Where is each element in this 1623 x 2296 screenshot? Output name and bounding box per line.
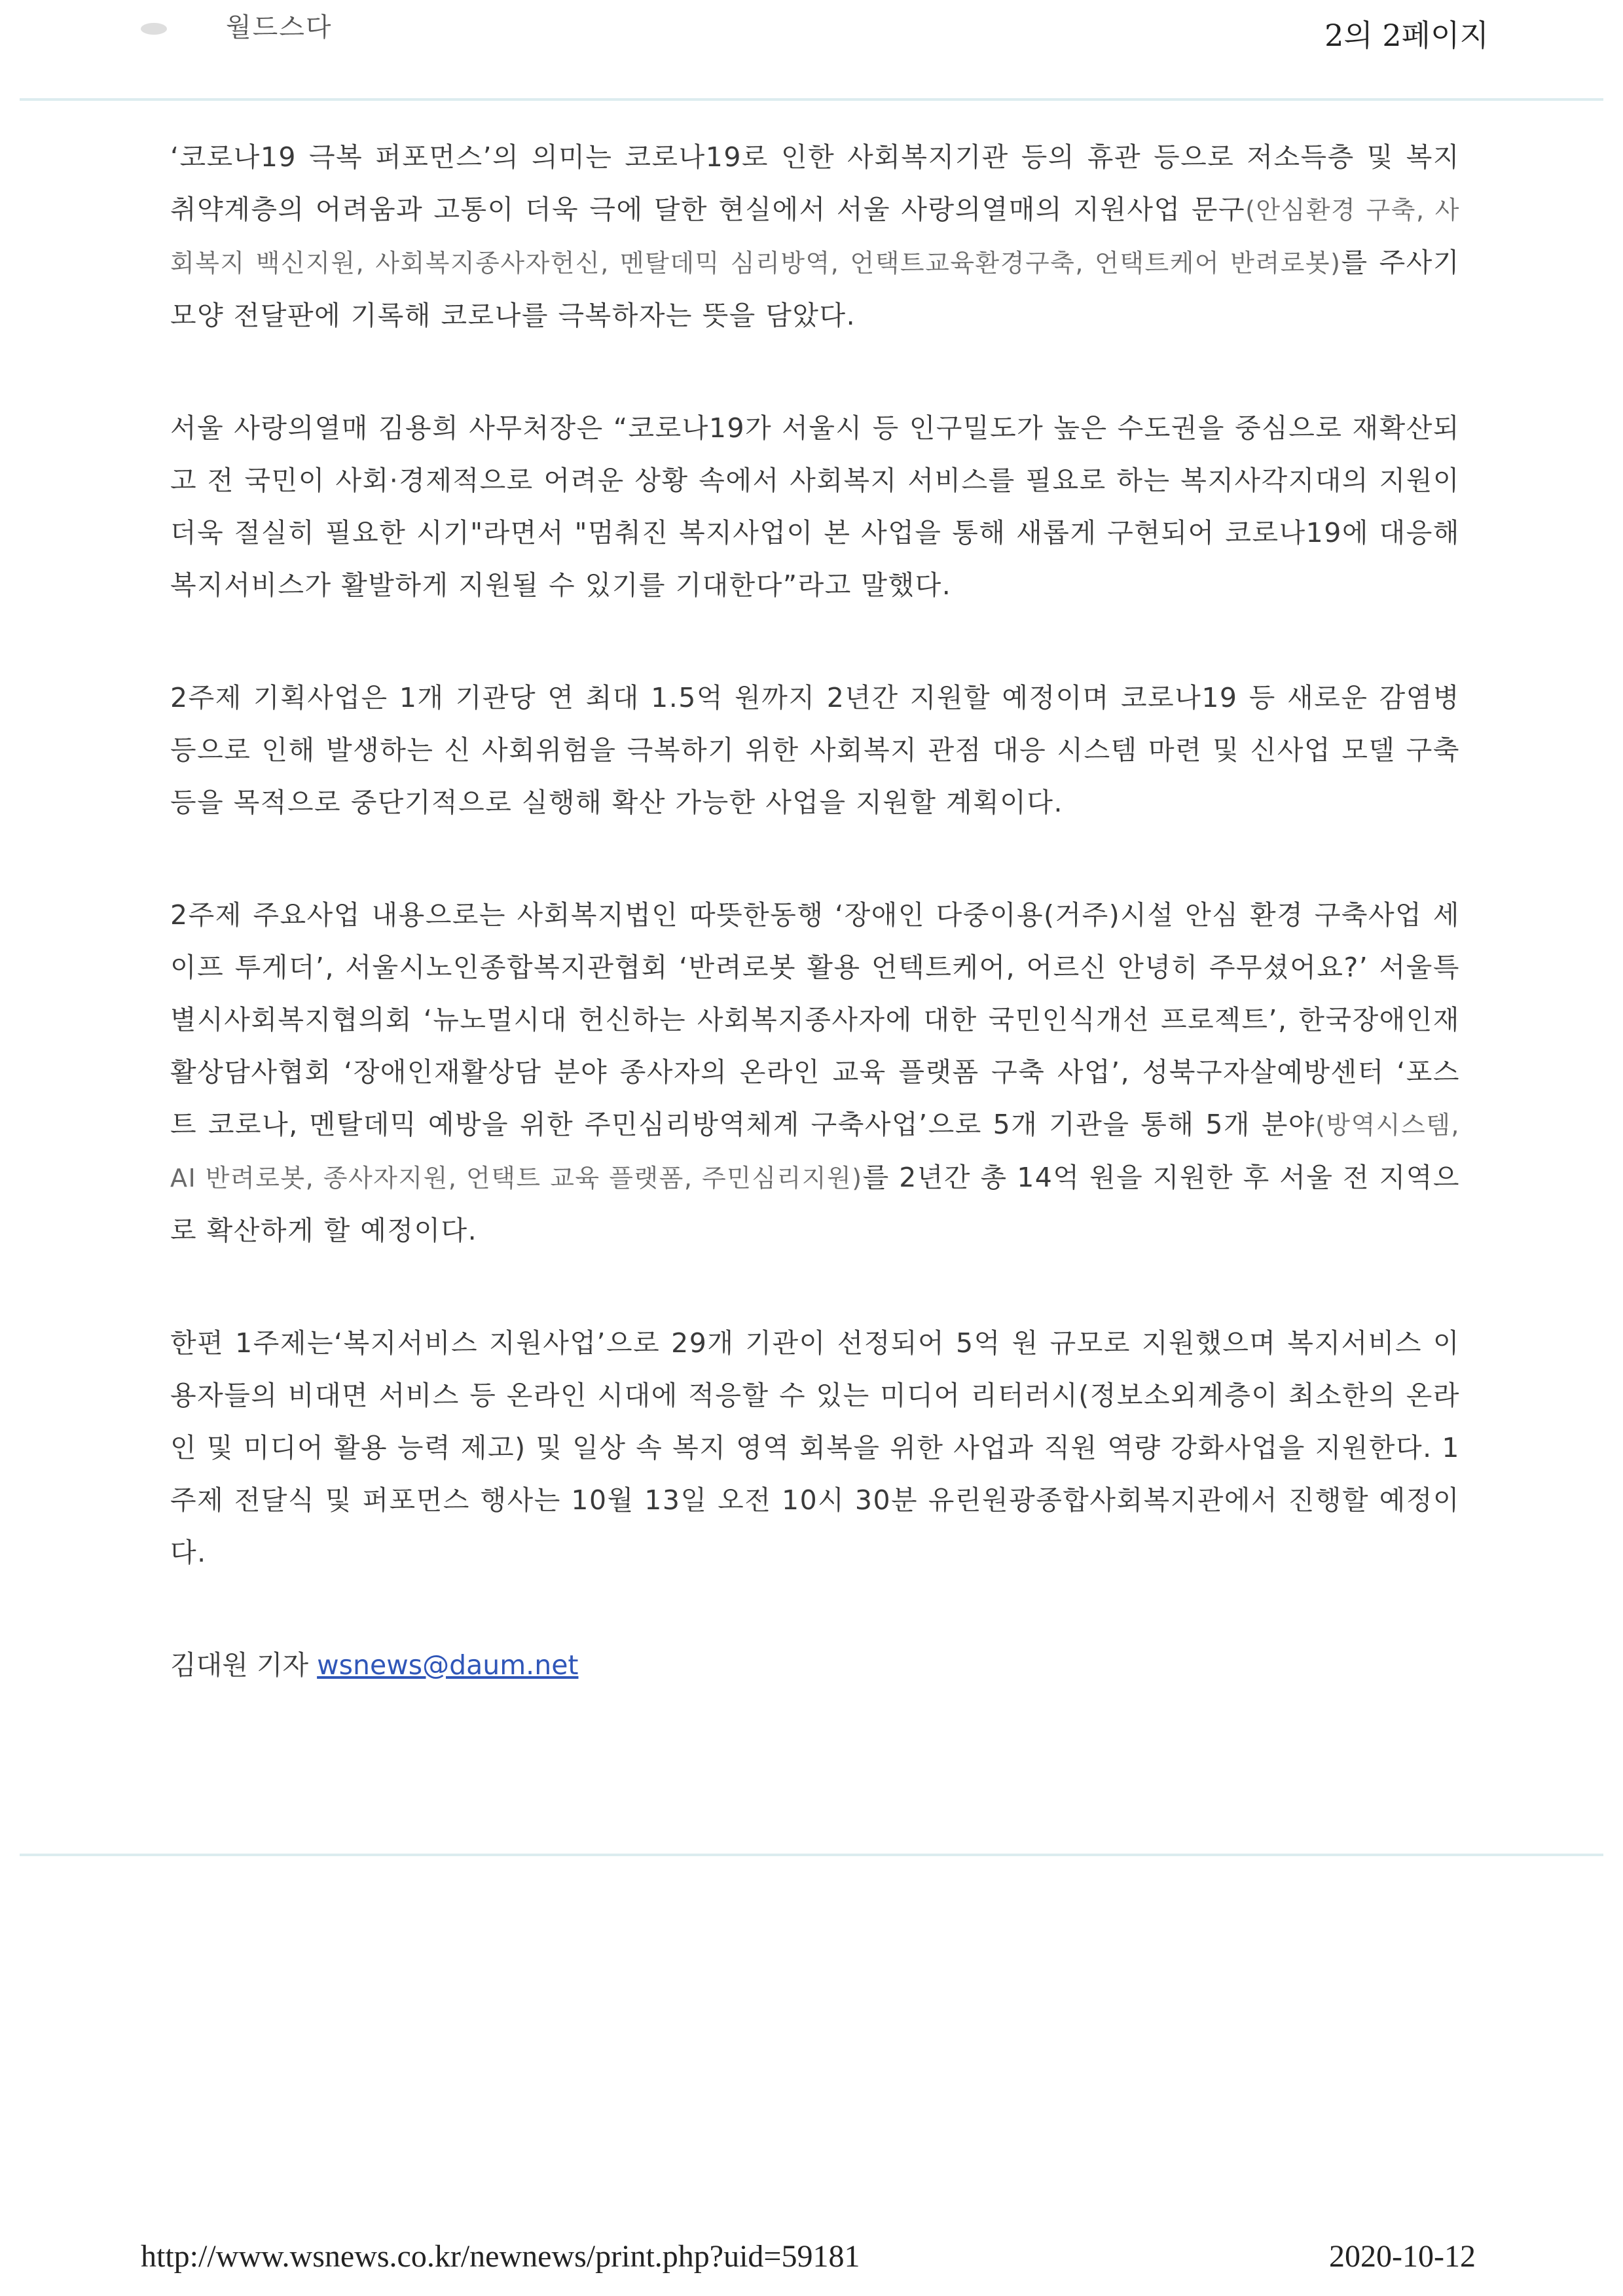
paragraph-detail: (방역시스템, AI 반려로봇, 종사자지원, 언택트 교육 플랫폼, 주민심리지원)	[170, 1111, 1460, 1193]
reporter-name: 김대원 기자	[170, 1649, 309, 1681]
paragraph-theme1: 한편 1주제는‘복지서비스 지원사업’으로 29개 기관이 선정되어 5억 원 규모로 지원했으며 복지서비스 이용자들의 비대면 서비스 등 온라인 시대에 적응할 수 있는 미디어 리터러시(정보소외계층이 최소한의 온라인 및 미디어 활용 능력 제고) 및 일상 속 복지 영역 회복을 위한 사업과 직원 역량 강화사업을 지원한다. 1주제 전달식 및 퍼포먼스 행사는 10월 13일 오전 10시 30분 유린원광종합사회복지관에서 진행할 예정이다.	[170, 1327, 1460, 1568]
paragraph-text: 2주제 주요사업 내용으로는 사회복지법인 따뜻한동행 ‘장애인 다중이용(거주)시설 안심 환경 구축사업 세이프 투게더’, 서울시노인종합복지관협회 ‘반려로봇 활용 언텍트케어, 어르신 안녕히 주무셨어요?’ 서울특별시사회복지협의회 ‘뉴노멀시대 헌신하는 사회복지종사자에 대한 국민인식개선 프로젝트’, 한국장애인재활상담사협회 ‘장애인재활상담 분야 종사자의 온라인 교육 플랫폼 구축 사업’, 성북구자살예방센터 ‘포스트 코로나, 멘탈데믹 예방을 위한 주민심리방역체계 구축사업’으로 5개 기관을 통해 5개 분야	[170, 899, 1460, 1140]
footer-url: http://www.wsnews.co.kr/newnews/print.php?uid=59181	[141, 2239, 860, 2274]
header-left-text: 월드스다	[226, 12, 333, 43]
top-divider	[20, 98, 1603, 101]
paragraph-text: ‘코로나19 극복 퍼포먼스’의 의미는 코로나19로 인한 사회복지기관 등의 휴관 등으로 저소득층 및 복지 취약계층의 어려움과 고통이 더욱 극에 달한 현실에서 서울 사랑의열매의 지원사업 문구	[170, 141, 1460, 225]
article-body	[170, 131, 1460, 1691]
scan-smudge	[141, 23, 167, 35]
footer-date: 2020-10-12	[1329, 2239, 1476, 2274]
paragraph-text-end: 를 주사기 모양 전달판에 기록해 코로나를 극복하자는 뜻을 담았다.	[170, 247, 1460, 331]
byline	[170, 1639, 1460, 1691]
paragraph-theme2-projects	[170, 889, 1460, 1257]
paragraph-performance-meaning	[170, 131, 1460, 342]
paragraph-text-end: 를 2년간 총 14억 원을 지원한 후 서울 전 지역으로 확산하게 할 예정이다.	[170, 1162, 1460, 1246]
paragraph-detail: (안심환경 구축, 사회복지 백신지원, 사회복지종사자헌신, 멘탈데믹 심리방역, 언택트교육환경구축, 언택트케어 반려로봇)	[170, 196, 1461, 278]
reporter-email-link[interactable]: wsnews@daum.net	[317, 1649, 579, 1681]
page-number: 2의 2페이지	[1324, 18, 1489, 53]
paragraph-theme2-plan: 2주제 기획사업은 1개 기관당 연 최대 1.5억 원까지 2년간 지원할 예정이며 코로나19 등 새로운 감염병 등으로 인해 발생하는 신 사회위험을 극복하기 위한 사회복지 관점 대응 시스템 마련 및 신사업 모델 구축 등을 목적으로 중단기적으로 실행해 확산 가능한 사업을 지원할 계획이다.	[170, 682, 1460, 818]
paragraph-secretary-quote: 서울 사랑의열매 김용희 사무처장은 “코로나19가 서울시 등 인구밀도가 높은 수도권을 중심으로 재확산되고 전 국민이 사회·경제적으로 어려운 상황 속에서 사회복지 서비스를 필요로 하는 복지사각지대의 지원이 더욱 절실히 필요한 시기"라면서 "멈춰진 복지사업이 본 사업을 통해 새롭게 구현되어 코로나19에 대응해 복지서비스가 활발하게 지원될 수 있기를 기대한다”라고 말했다.	[170, 412, 1460, 601]
bottom-divider	[20, 1854, 1603, 1856]
header-site-name	[141, 7, 333, 44]
